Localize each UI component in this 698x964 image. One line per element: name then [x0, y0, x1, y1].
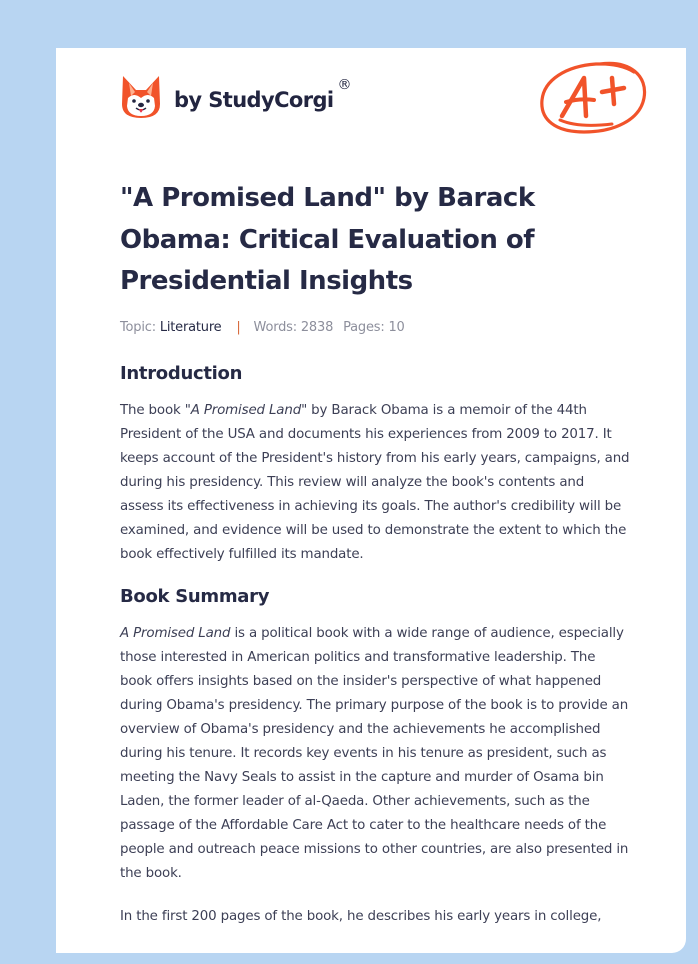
summary-paragraph: A Promised Land is a political book with a wide range of audience, especially those interested in American politics and transformative leadership. The book offers insights based on the insider's perspective of what happened during Obama's presidency. The primary purpose of the book is to provide an overview of Obama's presidency and the achievements he accomplished during his tenure. It records key events in his tenure as president, such as meeting the Navy Seals to assist in the capture and murder of Osama bin Laden, the former leader of al-Qaeda. Other achievements, such as the passage of the Affordable Care Act to cater to the healthcare needs of the people and outreach peace missions to other countries, are also presented in the book.	[120, 625, 629, 881]
registered-mark: ®	[337, 77, 352, 93]
introduction-paragraph: The book "A Promised Land" by Barack Obama is a memoir of the 44th President of the USA and documents his experiences from 2009 to 2017. It keeps account of the President's history from his early years, campaigns, and during his presidency. This review will analyze the book's contents and assess its effectiveness in achieving its goals. The author's credibility will be examined, and evidence will be used to demonstrate the extent to which the book effectively fulfilled its mandate.	[120, 402, 630, 562]
section-heading-introduction: Introduction	[120, 362, 243, 384]
book-title-italic: A Promised Land	[120, 625, 231, 641]
book-title-italic: A Promised Land	[190, 402, 302, 418]
corgi-icon	[120, 74, 162, 120]
words-count: 2838	[300, 319, 334, 335]
studycorgi-logo[interactable]	[120, 74, 352, 120]
page-title: "A Promised Land" by Barack Obama: Critical Evaluation of Presidential Insights	[120, 183, 535, 296]
section-heading-book-summary: Book Summary	[120, 585, 270, 607]
summary-paragraph-2: In the first 200 pages of the book, he describes his early years in college,	[120, 908, 602, 924]
a-plus-grade-icon	[538, 58, 650, 140]
words-label: Words:	[253, 319, 297, 335]
pages-count: 10	[388, 319, 405, 335]
document-card	[56, 48, 686, 953]
topic-label: Topic:	[120, 319, 156, 335]
meta-separator: |	[236, 319, 241, 335]
pages-label: Pages:	[343, 319, 385, 335]
brand-name: by StudyCorgi	[174, 88, 334, 112]
document-content	[120, 178, 630, 929]
topic-link[interactable]: Literature	[159, 319, 222, 335]
document-meta	[120, 320, 630, 335]
